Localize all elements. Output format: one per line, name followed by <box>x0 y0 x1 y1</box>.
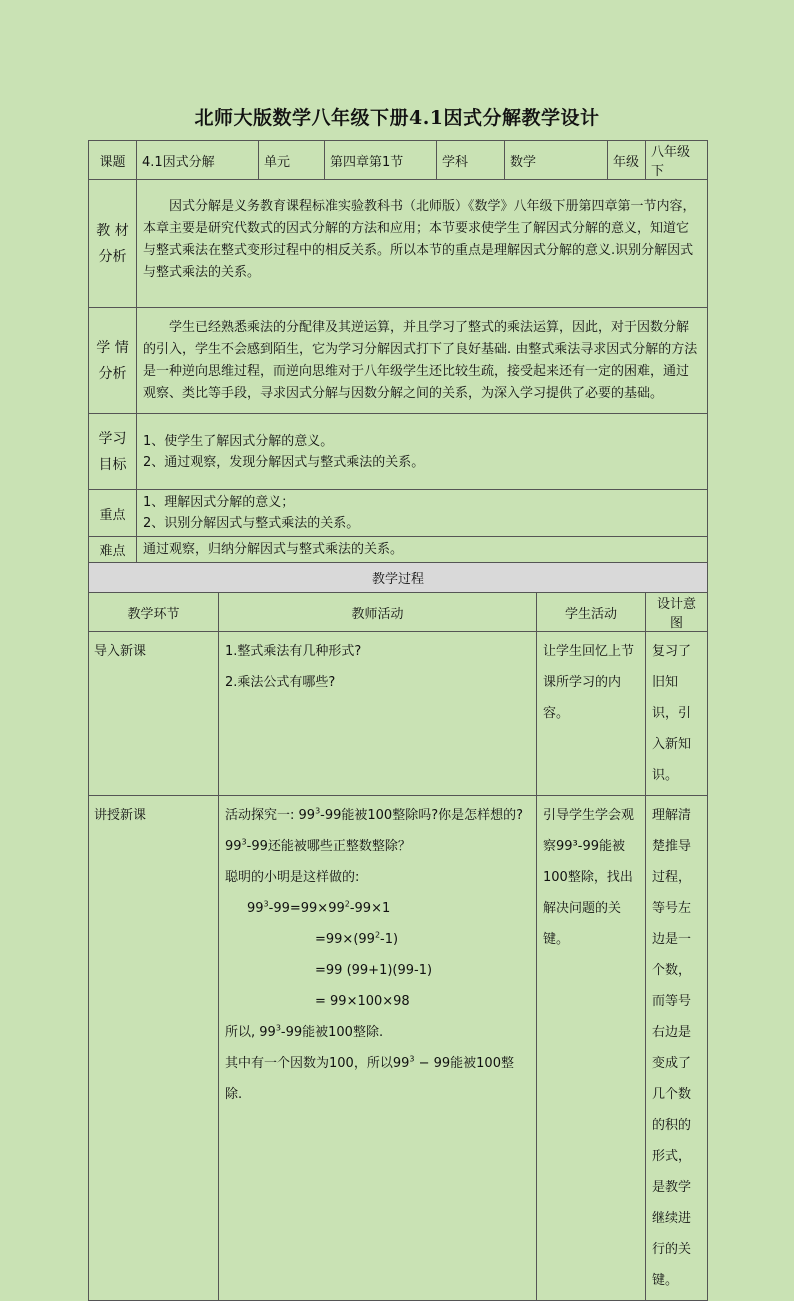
lecture-row <box>89 796 708 1301</box>
grade-label: 年级 <box>608 141 646 180</box>
teacher-line: 活动探究一: $99^3-99$能被100整除吗?你是怎样想的? <box>225 806 524 823</box>
material-row <box>89 180 708 308</box>
teacher-line: 所以, $99^3-99$能被100整除. <box>225 1023 384 1040</box>
teacher-line: =99 (99+1)(99-1) <box>315 963 433 978</box>
lecture-teacher <box>219 796 537 1301</box>
intro-stage: 导入新课 <box>89 632 219 796</box>
teacher-line: 聪明的小明是这样做的: <box>225 870 360 885</box>
difficulty-label: 难点 <box>89 537 137 563</box>
teacher-line: = 99×100×98 <box>315 994 410 1009</box>
process-header: 教学过程 <box>89 563 708 593</box>
goal-item: 1、使学生了解因式分解的意义。 <box>143 433 334 449</box>
intro-teacher-line: 1.整式乘法有几种形式? <box>225 644 362 659</box>
column-student: 学生活动 <box>537 593 646 632</box>
column-teacher: 教师活动 <box>219 593 537 632</box>
goals-label: 学习 目标 <box>89 414 137 490</box>
teacher-line: $=99\times(99^2-1)$ <box>315 930 399 947</box>
students-row <box>89 308 708 414</box>
lecture-intent: 理解清楚推导过程，等号左边是一个数，而等号右边是变成了几个数的积的形式，是教学继续进行的关键。 <box>646 796 708 1301</box>
unit-label: 单元 <box>259 141 325 180</box>
keypoints-row <box>89 490 708 537</box>
material-text: 因式分解是义务教育课程标准实验教科书（北师版）《数学》八年级下册第四章第一节内容，本章主要是研究代数式的因式分解的方法和应用；本节要求使学生了解因式分解的意义，知道它与整式乘法在整式变形过程中的相反关系。所以本节的重点是理解因式分解的意义.识别分解因式与整式乘法的关系。 <box>137 180 708 308</box>
intro-row <box>89 632 708 796</box>
document-title: 北师大版数学八年级下册4.1因式分解教学设计 <box>194 107 600 129</box>
keypoint-item: 2、识别分解因式与整式乘法的关系。 <box>143 516 360 531</box>
subject-label: 学科 <box>437 141 505 180</box>
keypoint-item: 1、理解因式分解的意义； <box>143 495 295 510</box>
goals-row <box>89 414 708 490</box>
lecture-stage: 讲授新课 <box>89 796 219 1301</box>
unit-value: 第四章第1节 <box>325 141 437 180</box>
process-header-row <box>89 563 708 593</box>
keypoints-list <box>137 490 708 537</box>
difficulty-row <box>89 537 708 563</box>
keypoints-label: 重点 <box>89 490 137 537</box>
intro-student: 让学生回忆上节课所学习的内容。 <box>537 632 646 796</box>
students-label: 学 情 分析 <box>89 308 137 414</box>
goal-item: 2、通过观察，发现分解因式与整式乘法的关系。 <box>143 454 425 470</box>
topic-value: 4.1因式分解 <box>137 141 259 180</box>
column-intent: 设计意图 <box>646 593 708 632</box>
students-text: 学生已经熟悉乘法的分配律及其逆运算，并且学习了整式的乘法运算，因此，对于因数分解的引入，学生不会感到陌生，它为学习分解因式打下了良好基础. 由整式乘法寻求因式分解的方法是一种逆向思维过程，而逆向思维对于八年级学生还比较生疏，接受起来还有一定的困难，通过观察、类比等手段，寻求因式分解与因数分解之间的关系，为深入学习提供了必要的基础。 <box>137 308 708 414</box>
difficulty-text: 通过观察，归纳分解因式与整式乘法的关系。 <box>137 537 708 563</box>
material-label: 教 材 分析 <box>89 180 137 308</box>
intro-teacher <box>219 632 537 796</box>
grade-value: 八年级下 <box>646 141 708 180</box>
intro-intent: 复习了旧知识，引入新知识。 <box>646 632 708 796</box>
column-stage: 教学环节 <box>89 593 219 632</box>
intro-teacher-line: 2.乘法公式有哪些? <box>225 675 336 690</box>
teacher-line: $99^3-99=99\times 99^2-99\times 1$ <box>247 899 391 916</box>
teacher-line: 其中有一个因数为100，所以$99^3 - 99$能被100整除. <box>225 1054 514 1102</box>
lecture-student: 引导学生学会观察99³-99能被100整除，找出解决问题的关键。 <box>537 796 646 1301</box>
goals-list <box>137 414 708 490</box>
lesson-plan-table <box>88 140 708 1301</box>
teacher-line: $99^3-99$还能被哪些正整数整除？ <box>225 837 411 854</box>
topic-label: 课题 <box>89 141 137 180</box>
info-row <box>89 141 708 180</box>
subject-value: 数学 <box>505 141 608 180</box>
process-columns-row <box>89 593 708 632</box>
